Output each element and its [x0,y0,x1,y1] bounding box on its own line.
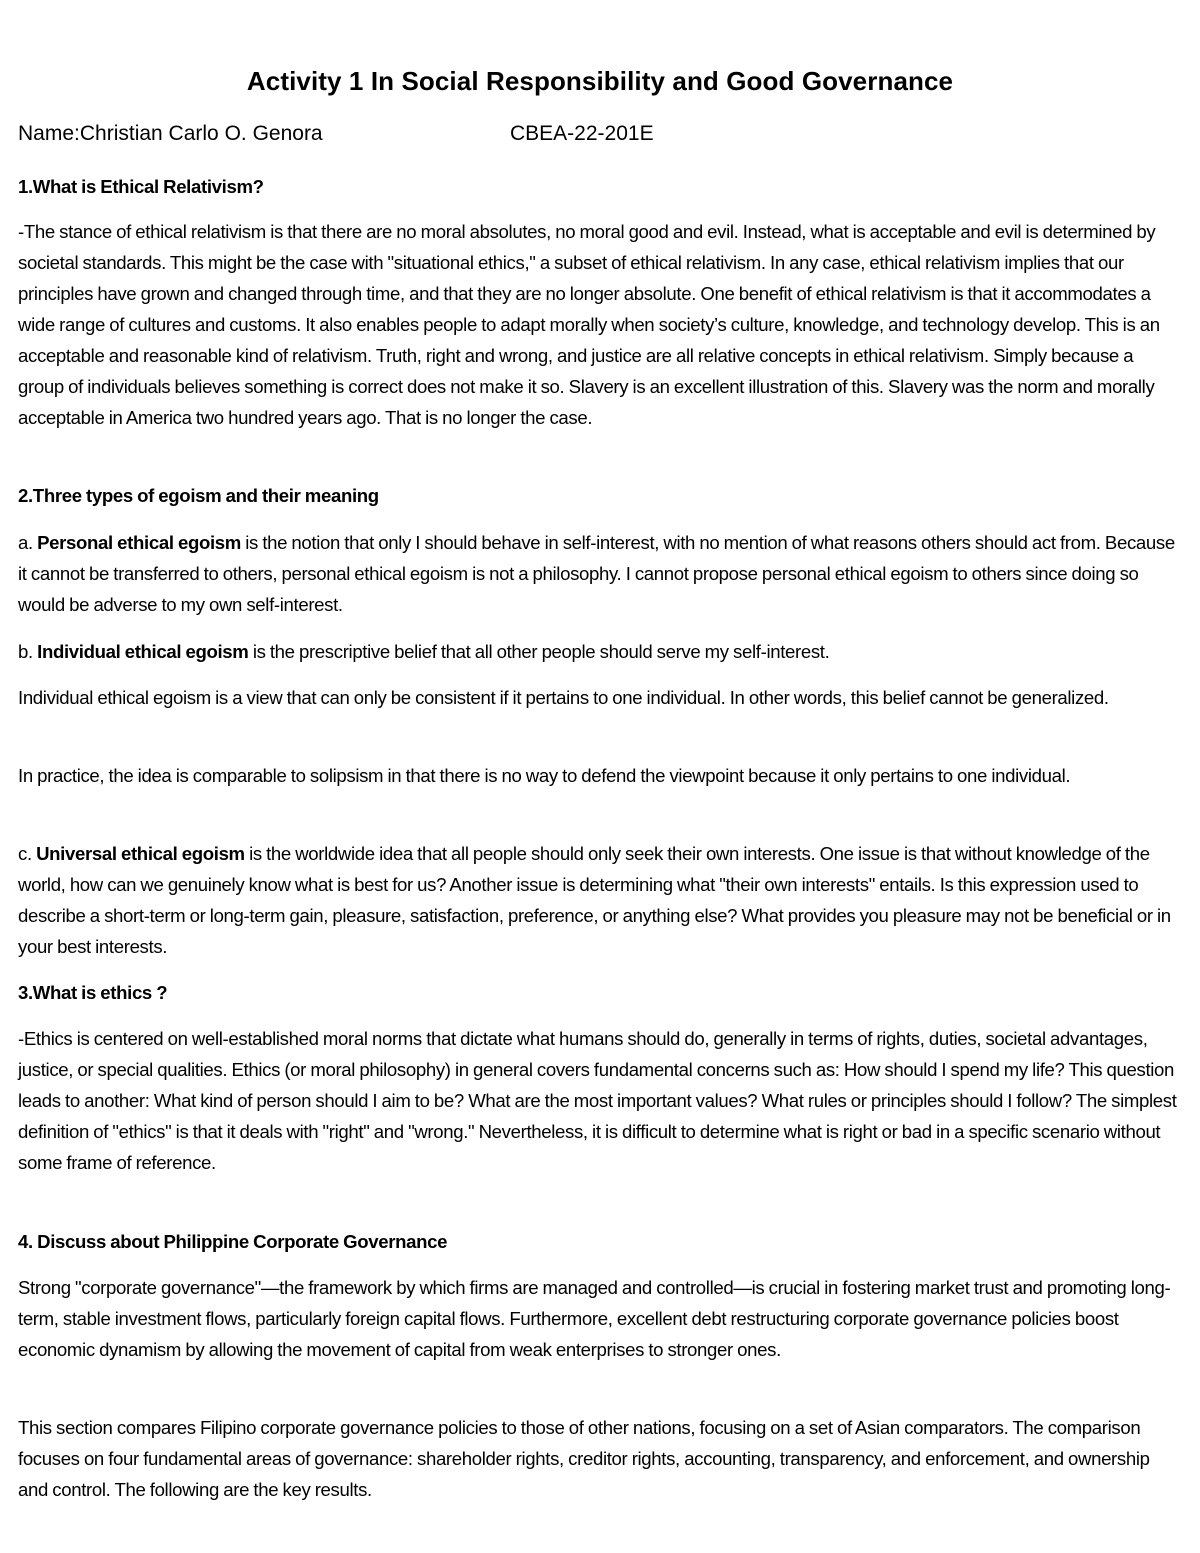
egoism-individual-text: is the prescriptive belief that all other people should serve my self-interest. [248,641,830,662]
question-3-answer: -Ethics is centered on well-established moral norms that dictate what humans should do, generally in terms of rights, duties, societal advantages, justice, or special qualities. Ethics (or moral philosophy) in general covers fundamental concerns such as: How should I spend my life? This question leads to another: What kind of person should I aim to be? What are the most important values? What rules or principles should I follow? The simplest definition of "ethics" is that it deals with "right" and "wrong." Nevertheless, it is difficult to determine what is right or bad in a specific scenario without some frame of reference. [18,1028,1177,1173]
egoism-universal-prefix: c. [18,843,37,864]
egoism-universal-text: is the worldwide idea that all people should only seek their own interests. One issue is that without knowledge of the world, how can we genuinely know what is best for us? Another issue is determining what "their own interests" entails. Is this expression used to describe a short-term or long-term gain, pleasure, satisfaction, preference, or anything else? What provides you pleasure may not be beneficial or in your best interests. [18,843,1171,957]
question-1-answer: -The stance of ethical relativism is that there are no moral absolutes, no moral good and evil. Instead, what is acceptable and evil is determined by societal standards. This might be the case with "situational ethics," a subset of ethical relativism. In any case, ethical relativism implies that our principles have grown and changed through time, and that they are no longer absolute. One benefit of ethical relativism is that it accommodates a wide range of cultures and customs. It also enables people to adapt morally when society’s culture, knowledge, and technology develop. This is an acceptable and reasonable kind of relativism. Truth, right and wrong, and justice are all relative concepts in ethical relativism. Simply because a group of individuals believes something is correct does not make it so. Slavery is an excellent illustration of this. Slavery was the norm and morally acceptable in America two hundred years ago. That is no longer the case. [18,221,1160,428]
egoism-personal-prefix: a. [18,532,38,553]
egoism-individual-paragraph-2: Individual ethical egoism is a view that can only be consistent if it pertains to one individual. In other words, this belief cannot be generalized. [18,687,1109,708]
egoism-universal-term: Universal ethical egoism [36,843,245,864]
egoism-individual-paragraph-3: In practice, the idea is comparable to solipsism in that there is no way to defend the viewpoint because it only pertains to one individual. [18,765,1071,786]
egoism-universal-paragraph [18,838,1182,962]
egoism-personal-term: Personal ethical egoism [37,532,241,553]
question-4-paragraph-1: Strong "corporate governance"—the framework by which firms are managed and controlled—is crucial in fostering market trust and promoting long-term, stable investment flows, particularly foreign capital flows. Furthermore, excellent debt restructuring corporate governance policies boost economic dynamism by allowing the movement of capital from weak enterprises to stronger ones. [18,1277,1171,1360]
document-title: Activity 1 In Social Responsibility and Good Governance [246,66,954,96]
question-4-paragraph-2: This section compares Filipino corporate governance policies to those of other nations, focusing on a set of Asian comparators. The comparison focuses on four fundamental areas of governance: shareholder rights, creditor rights, accounting, transparency, and enforcement, and ownership and control. The following are the key results. [18,1417,1150,1500]
egoism-individual-paragraph [18,636,1182,667]
egoism-personal-text: is the notion that only I should behave in self-interest, with no mention of what reasons others should act from. Because it cannot be transferred to others, personal ethical egoism is not a philosophy. I cannot propose personal ethical egoism to others since doing so would be adverse to my own self-interest. [18,532,1175,615]
question-1-heading: 1.What is Ethical Relativism? [18,176,264,197]
student-name: Name:Christian Carlo O. Genora [18,122,323,145]
egoism-individual-term: Individual ethical egoism [37,641,249,662]
question-2-heading: 2.Three types of egoism and their meaning [18,485,379,506]
question-3-heading: 3.What is ethics ? [18,982,168,1003]
egoism-personal-paragraph [18,527,1182,620]
student-section: CBEA-22-201E [510,122,654,145]
egoism-individual-prefix: b. [18,641,38,662]
student-info-line [18,122,654,146]
question-4-heading: 4. Discuss about Philippine Corporate Governance [18,1231,448,1252]
